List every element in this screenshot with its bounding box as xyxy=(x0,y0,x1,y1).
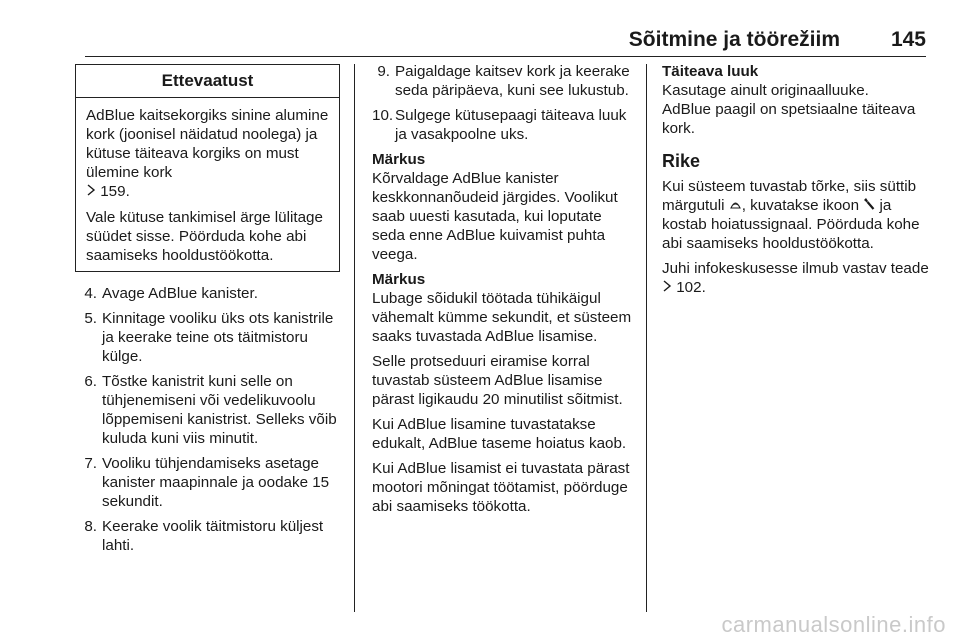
fault-page-ref[interactable]: 102. xyxy=(676,279,706,296)
note-text: Lubage sõidukil töötada tühikäigul vähemalt kümme sekundit, et süsteem saaks tuvastada AdBlue lisamise. xyxy=(372,290,632,345)
list-item: 9. Paigaldage kaitsev kork ja keerake seda päripäeva, kuni see lukustub. xyxy=(377,63,630,99)
filler-text: Kasutage ainult originaalluuke. xyxy=(662,82,869,99)
column-divider xyxy=(354,64,355,612)
page-number: 145 xyxy=(890,28,926,51)
fault-text: Kui süsteem tuvastab tõrke, siis süttib märgutuli , kuvatakse ikoon ja kostab hoiatussignaal. Pöörduda kohe abi saamiseks hooldustöökotta. xyxy=(662,178,920,252)
column-2 xyxy=(372,62,634,522)
fault-heading: Rike xyxy=(662,151,701,171)
watermark: carmanualsonline.info xyxy=(721,612,946,637)
page-title: Sõitmine ja töörežiim xyxy=(628,28,840,51)
list-item: 8. Keerake voolik täitmistoru küljest lahti. xyxy=(84,518,324,554)
note-heading: Märkus xyxy=(372,271,426,288)
note-block xyxy=(372,150,634,264)
column-3 xyxy=(662,62,934,303)
caution-paragraph: AdBlue kaitsekorgiks sinine alumine kork (joonisel näidatud noolega) ja kütuse täiteava korgiks on must ülemine kork 159. xyxy=(86,107,329,200)
filler-heading: Täiteava luuk xyxy=(662,63,759,80)
list-item: 5. Kinnitage vooliku üks ots kanistrile ja keerake teine ots täitmistoru külge. xyxy=(84,310,334,365)
filler-text: AdBlue paagil on spetsiaalne täiteava kork. xyxy=(662,101,916,137)
note-text: Kõrvaldage AdBlue kanister keskkonnanõudeid järgides. Voolikut saab uuesti kasutada, kui loputate seda enne AdBlue kuivamist puhta veega. xyxy=(372,170,618,263)
list-item: 4. Avage AdBlue kanister. xyxy=(84,285,258,302)
note-heading: Märkus xyxy=(372,151,426,168)
page-reference-icon xyxy=(662,278,672,297)
column-divider xyxy=(646,64,647,612)
list-item: 6. Tõstke kanistrit kuni selle on tühjenemiseni või vedelikuvoolu lõppemiseni kanistrist. Selleks võib kuluda kuni viis minutit. xyxy=(84,373,337,447)
page-reference-icon xyxy=(86,182,96,201)
fault-text: Juhi infokeskusesse ilmub vastav teade 102. xyxy=(662,260,929,296)
steps-list xyxy=(372,62,634,144)
caution-title: Ettevaatust xyxy=(76,65,339,98)
page-header xyxy=(85,26,926,57)
steps-list xyxy=(75,284,340,555)
column-1 xyxy=(75,62,340,561)
service-wrench-icon xyxy=(863,196,875,215)
note-text: Kui AdBlue lisamine tuvastatakse edukalt, AdBlue taseme hoiatus kaob. xyxy=(372,416,627,452)
note-block xyxy=(372,270,634,516)
caution-page-ref[interactable]: 159. xyxy=(100,183,130,200)
note-text: Selle protseduuri eiramise korral tuvastab süsteem AdBlue lisamise pärast ligikaudu 20 minutilist sõitmist. xyxy=(372,353,623,408)
adblue-warning-icon xyxy=(729,196,742,215)
caution-paragraph: Vale kütuse tankimisel ärge lülitage süüdet sisse. Pöörduda kohe abi saamiseks hooldustöökotta. xyxy=(86,209,323,264)
caution-box xyxy=(75,64,340,272)
list-item: 10. Sulgege kütusepaagi täiteava luuk ja vasakpoolne uks. xyxy=(372,107,627,143)
list-item: 7. Vooliku tühjendamiseks asetage kanister maapinnale ja oodake 15 sekundit. xyxy=(84,455,330,510)
note-text: Kui AdBlue lisamist ei tuvastata pärast mootori mõningat töötamist, pöörduge abi saamiseks töökotta. xyxy=(372,460,630,515)
caution-body xyxy=(76,98,339,271)
